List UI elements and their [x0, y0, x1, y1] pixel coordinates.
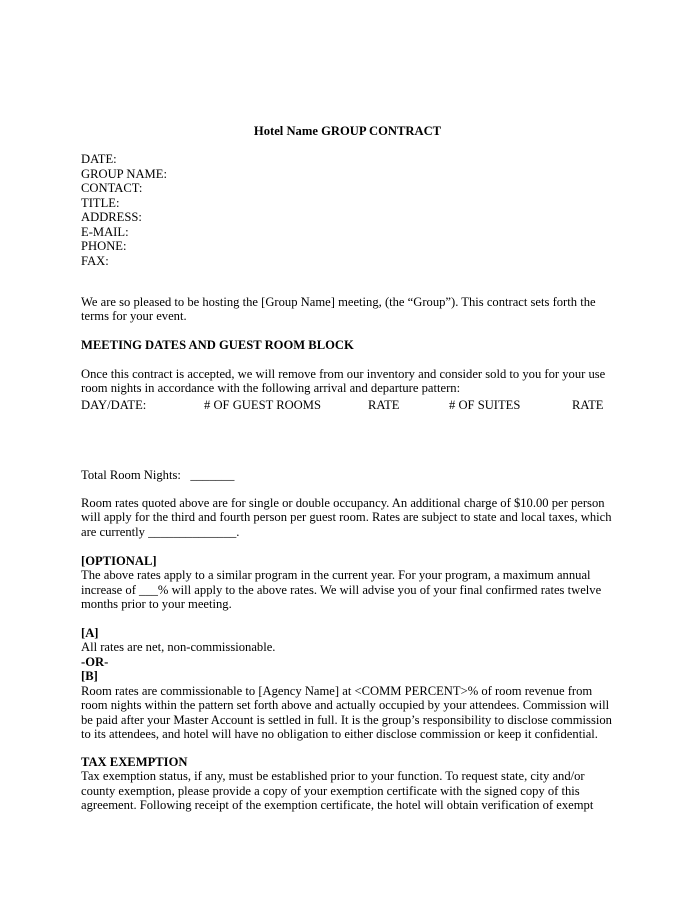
- rates-paragraph: Room rates quoted above are for single or double occupancy. An additional charge of $10.00 per person will apply for the third and fourth person per guest room. Rates are subject to state and local taxes, which are currently ______________.: [81, 495, 612, 539]
- tax-heading: TAX EXEMPTION: [81, 754, 188, 769]
- option-b-label: [B]: [81, 669, 98, 684]
- intro-paragraph: We are so pleased to be hosting the [Group Name] meeting, (the “Group”). This contract sets forth the terms for your event.: [81, 294, 596, 324]
- col-guest-rooms: # OF GUEST ROOMS: [204, 398, 321, 412]
- optional-heading: [OPTIONAL]: [81, 553, 157, 568]
- optional-paragraph: The above rates apply to a similar program in the current year. For your program, a maximum annual increase of ___% will apply to the above rates. We will advise you of your final confirmed rates twelve months prior to your meeting.: [81, 568, 602, 612]
- field-group-name: GROUP NAME:: [81, 166, 167, 181]
- or-label: -OR-: [81, 654, 109, 669]
- field-title: TITLE:: [81, 195, 120, 210]
- col-rate: RATE: [368, 398, 400, 412]
- col-suites: # OF SUITES: [449, 398, 521, 412]
- col-suite-rate: RATE: [572, 398, 604, 412]
- option-b-text: Room rates are commissionable to [Agency Name] at <COMM PERCENT>% of room revenue from room nights within the pattern set forth above and actually occupied by your attendees. Commission will be paid after your Master Account is settled in full. It is the group’s responsibility to disclose commission to its attendees, and hotel will have no obligation to either disclose commission or keep it confidential.: [81, 683, 612, 742]
- field-address: ADDRESS:: [81, 210, 142, 224]
- meeting-heading: MEETING DATES AND GUEST ROOM BLOCK: [81, 337, 354, 352]
- tax-paragraph: Tax exemption status, if any, must be established prior to your function. To request state, city and/or county exemption, please provide a copy of your exemption certificate with the signed copy of this agreement. Following receipt of the exemption certificate, the hotel will obtain verification of exempt: [81, 769, 594, 813]
- option-a-label: [A]: [81, 625, 99, 640]
- option-a-text: All rates are net, non-commissionable.: [81, 640, 276, 655]
- field-fax: FAX:: [81, 253, 109, 268]
- meeting-paragraph: Once this contract is accepted, we will remove from our inventory and consider sold to you for your use room nights in accordance with the following arrival and departure pattern:: [81, 366, 606, 396]
- contact-fields: [81, 152, 621, 268]
- room-block-table-header: [0, 397, 695, 413]
- col-day-date: DAY/DATE:: [81, 398, 147, 412]
- field-contact: CONTACT:: [81, 181, 143, 195]
- total-room-nights: Total Room Nights: _______: [81, 467, 235, 482]
- field-phone: PHONE:: [81, 239, 127, 253]
- field-email: E-MAIL:: [81, 224, 129, 239]
- field-date: DATE:: [81, 152, 117, 166]
- document-title: Hotel Name GROUP CONTRACT: [253, 124, 442, 138]
